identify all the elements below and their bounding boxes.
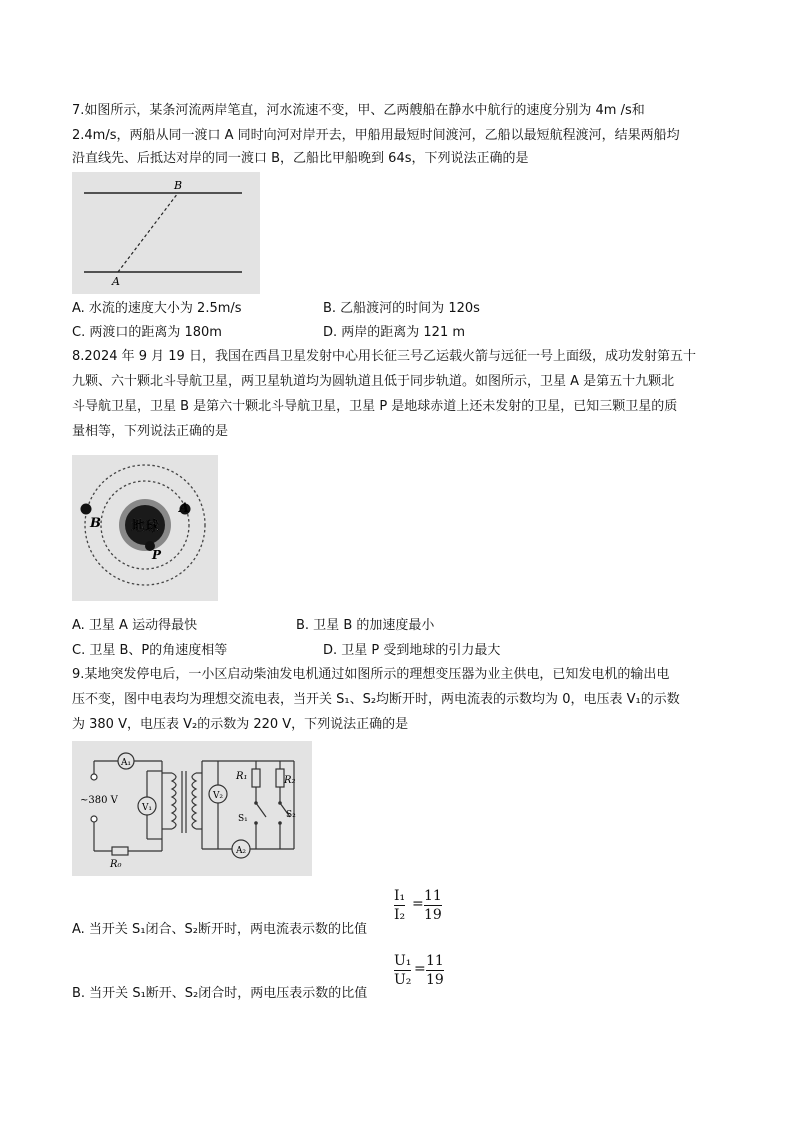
q9-option-a-fraction (394, 888, 405, 923)
frac-num: 11 (424, 888, 442, 904)
crossing-path (118, 193, 178, 272)
q8-option-d: D. 卫星 P 受到地球的引力最大 (323, 643, 501, 658)
a1-label: A₁ (120, 758, 132, 768)
q9-line-2: 压不变，图中电表均为理想交流电表，当开关 S₁、S₂均断开时，两电流表的示数均为 0，电压表 V₁的示数 (72, 692, 680, 707)
q8-line-2: 九颗、六十颗北斗导航卫星，两卫星轨道均为圆轨道且低于同步轨道。如图所示，卫星 A 是第五十九颗北 (72, 374, 675, 389)
a2-label: A₂ (235, 846, 247, 856)
q7-option-a: A. 水流的速度大小为 2.5m/s (72, 301, 242, 316)
q8-orbit-figure (72, 455, 218, 601)
q9-option-a: A. 当开关 S₁闭合、S₂断开时，两电流表示数的比值 (72, 922, 367, 937)
q9-option-a-value (424, 888, 442, 923)
q7-option-d: D. 两岸的距离为 121 m (323, 325, 466, 340)
r1-label: R₁ (236, 771, 248, 782)
q9-option-b-fraction (394, 953, 411, 988)
r2-label: R₂ (284, 775, 296, 786)
label-b: B (174, 179, 183, 192)
label-p: P (152, 548, 162, 562)
q9-option-b-value (426, 953, 444, 988)
q9-circuit-figure (72, 741, 312, 876)
q8-line-1: 8.2024 年 9 月 19 日，我国在西昌卫星发射中心用长征三号乙运载火箭与远征一号上面级，成功发射第五十 (72, 349, 696, 364)
q7-line-2: 2.4m/s，两船从同一渡口 A 同时向河对岸开去，甲船用最短时间渡河，乙船以最短航程渡河，结果两船均 (72, 128, 680, 143)
s2-label: S₂ (286, 810, 296, 820)
q8-option-b: B. 卫星 B 的加速度最小 (296, 618, 435, 633)
q8-line-3: 斗导航卫星，卫星 B 是第六十颗北斗导航卫星，卫星 P 是地球赤道上还未发射的卫星，已知三颗卫星的质 (72, 399, 678, 414)
q7-line-1: 7.如图所示，某条河流两岸笔直，河水流速不变，甲、乙两艘船在静水中航行的速度分别为 4m /s和 (72, 103, 645, 118)
v1-label: V₁ (141, 803, 153, 813)
q7-option-b: B. 乙船渡河的时间为 120s (323, 301, 480, 316)
resistor-r0 (112, 847, 128, 855)
satellite-b (81, 504, 92, 515)
resistor-r1 (252, 769, 260, 787)
q9-line-1: 9.某地突发停电后，一小区启动柴油发电机通过如图所示的理想变压器为业主供电，已知发电机的输出电 (72, 667, 670, 682)
label-a: A (179, 501, 190, 516)
frac-den: 19 (426, 972, 444, 988)
q7-river-figure (72, 172, 260, 294)
frac-den: U₂ (394, 972, 412, 988)
resistor-r2 (276, 769, 284, 787)
q9-line-3: 为 380 V，电压表 V₂的示数为 220 V，下列说法正确的是 (72, 717, 409, 732)
source-label: ~380 V (80, 795, 118, 806)
frac-num: I₁ (394, 888, 406, 904)
equals-sign: = (412, 896, 424, 912)
q8-option-c: C. 卫星 B、P的角速度相等 (72, 643, 228, 658)
q8-line-4: 量相等，下列说法正确的是 (72, 424, 229, 439)
r0-label: R₀ (110, 859, 122, 870)
frac-den: I₂ (394, 907, 406, 923)
q9-option-b: B. 当开关 S₁断开、S₂闭合时，两电压表示数的比值 (72, 986, 368, 1001)
label-a: A (112, 275, 120, 288)
q7-option-c: C. 两渡口的距离为 180m (72, 325, 222, 340)
equals-sign: = (414, 961, 426, 977)
s1-label: S₁ (238, 814, 248, 824)
earth-label: 地球 (131, 519, 159, 535)
frac-num: U₁ (394, 953, 412, 969)
label-b: B (90, 516, 101, 531)
v2-label: V₂ (212, 791, 224, 801)
q7-line-3: 沿直线先、后抵达对岸的同一渡口 B，乙船比甲船晚到 64s，下列说法正确的是 (72, 151, 529, 166)
frac-num: 11 (426, 953, 444, 969)
frac-den: 19 (424, 907, 442, 923)
q8-option-a: A. 卫星 A 运动得最快 (72, 618, 198, 633)
